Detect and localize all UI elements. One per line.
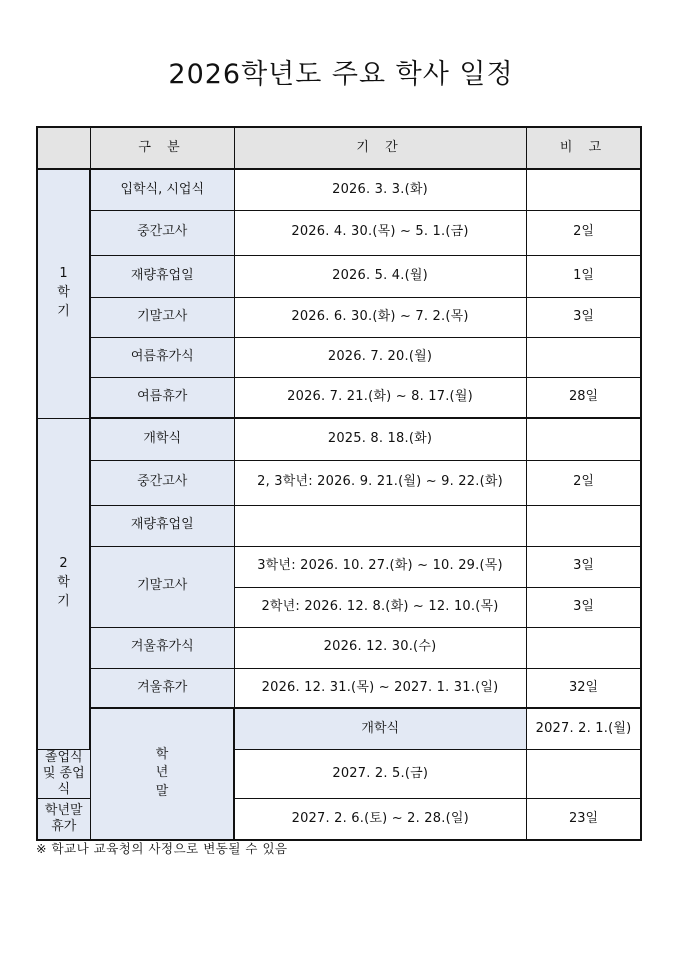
- period-cell: 2026. 3. 3.(화): [234, 169, 526, 210]
- table-row: [37, 418, 641, 460]
- table-body: [37, 169, 641, 840]
- period-cell: 2026. 5. 4.(월): [234, 255, 526, 297]
- schedule-table: [36, 126, 642, 841]
- category-cell: 학년말 휴가: [37, 799, 90, 840]
- period-cell: 2027. 2. 5.(금): [234, 749, 526, 799]
- footnote: ※ 학교나 교육청의 사정으로 변동될 수 있음: [36, 841, 288, 856]
- category-cell: 여름휴가식: [90, 337, 234, 377]
- note-cell: 1일: [526, 255, 641, 297]
- table-row: [37, 668, 641, 708]
- note-cell: 3일: [526, 587, 641, 627]
- category-cell: 중간고사: [90, 210, 234, 255]
- period-cell: 2학년: 2026. 12. 8.(화) ~ 12. 10.(목): [234, 587, 526, 627]
- period-cell: 2026. 7. 20.(월): [234, 337, 526, 377]
- header-term: [37, 127, 90, 169]
- term-label-1: 1 학 기: [37, 169, 90, 418]
- category-cell: 겨울휴가식: [90, 627, 234, 668]
- period-cell: 3학년: 2026. 10. 27.(화) ~ 10. 29.(목): [234, 546, 526, 587]
- category-cell: 겨울휴가: [90, 668, 234, 708]
- note-cell: [526, 337, 641, 377]
- period-cell: 2, 3학년: 2026. 9. 21.(월) ~ 9. 22.(화): [234, 460, 526, 505]
- category-cell: 재량휴업일: [90, 255, 234, 297]
- term-label-2: 2 학 기: [37, 418, 90, 749]
- category-cell: 입학식, 시업식: [90, 169, 234, 210]
- note-cell: 3일: [526, 297, 641, 337]
- note-cell: 2일: [526, 460, 641, 505]
- table-row: [37, 210, 641, 255]
- note-cell: [526, 418, 641, 460]
- table-row: [37, 505, 641, 546]
- category-cell: 졸업식 및 종업식: [37, 749, 90, 799]
- note-cell: 32일: [526, 668, 641, 708]
- header-note: 비 고: [526, 127, 641, 169]
- table-row: [37, 460, 641, 505]
- table-row: [37, 708, 641, 749]
- note-cell: 2일: [526, 210, 641, 255]
- note-cell: 23일: [526, 799, 641, 840]
- category-cell: 중간고사: [90, 460, 234, 505]
- period-cell: 2026. 7. 21.(화) ~ 8. 17.(월): [234, 377, 526, 418]
- page-title: 2026학년도 주요 학사 일정: [168, 59, 514, 90]
- header-category: 구 분: [90, 127, 234, 169]
- note-cell: [526, 749, 641, 799]
- table-row: [37, 169, 641, 210]
- category-cell: 기말고사: [90, 297, 234, 337]
- period-cell: [234, 505, 526, 546]
- category-cell: 여름휴가: [90, 377, 234, 418]
- table-row: [37, 255, 641, 297]
- period-cell: 2027. 2. 1.(월): [526, 708, 641, 749]
- period-cell: 2026. 12. 30.(수): [234, 627, 526, 668]
- category-cell: 개학식: [234, 708, 526, 749]
- category-cell: 개학식: [90, 418, 234, 460]
- category-cell: 재량휴업일: [90, 505, 234, 546]
- category-cell: 기말고사: [90, 546, 234, 627]
- table-row: [37, 337, 641, 377]
- period-cell: 2026. 4. 30.(목) ~ 5. 1.(금): [234, 210, 526, 255]
- period-cell: 2027. 2. 6.(토) ~ 2. 28.(일): [234, 799, 526, 840]
- table-header: [37, 127, 641, 169]
- table-row: [37, 546, 641, 587]
- period-cell: 2025. 8. 18.(화): [234, 418, 526, 460]
- header-row: [37, 127, 641, 169]
- table-row: [37, 297, 641, 337]
- note-cell: [526, 169, 641, 210]
- note-cell: 3일: [526, 546, 641, 587]
- note-cell: [526, 627, 641, 668]
- note-cell: 28일: [526, 377, 641, 418]
- period-cell: 2026. 6. 30.(화) ~ 7. 2.(목): [234, 297, 526, 337]
- period-cell: 2026. 12. 31.(목) ~ 2027. 1. 31.(일): [234, 668, 526, 708]
- table-row: [37, 377, 641, 418]
- header-period: 기 간: [234, 127, 526, 169]
- term-label-year-end: 학 년 말: [90, 708, 234, 840]
- note-cell: [526, 505, 641, 546]
- table-row: [37, 627, 641, 668]
